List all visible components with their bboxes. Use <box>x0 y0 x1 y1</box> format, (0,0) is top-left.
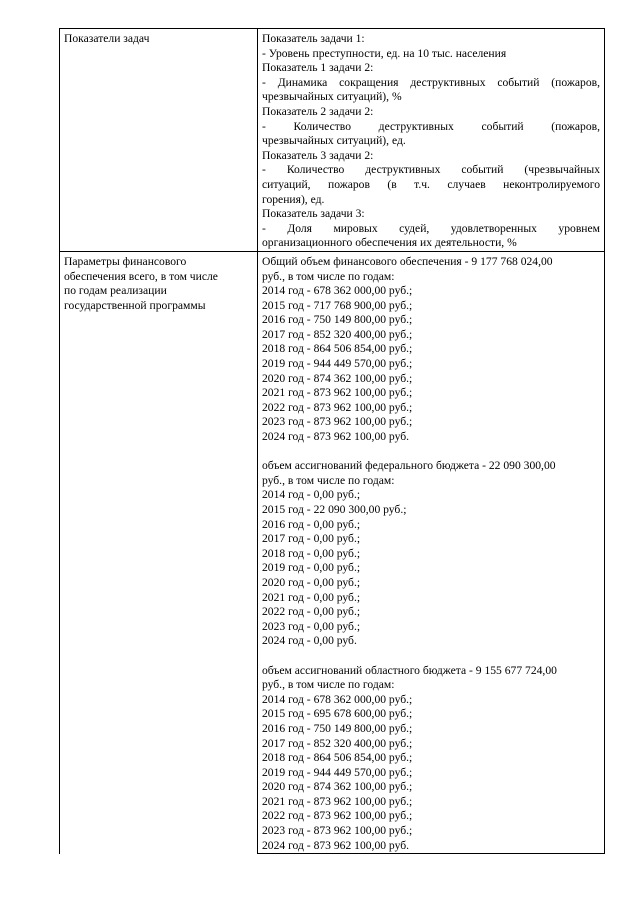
funding-year-line: 2020 год - 874 362 100,00 руб.; <box>262 780 413 794</box>
indicator-line: Показатель 3 задачи 2: <box>262 148 374 162</box>
funding-year-line: 2020 год - 874 362 100,00 руб.; <box>262 371 413 385</box>
indicator-line: Показатель 1 задачи 2: <box>262 61 374 75</box>
funding-year-line: 2024 год - 873 962 100,00 руб. <box>262 838 410 852</box>
funding-year-line: 2015 год - 717 768 900,00 руб.; <box>262 298 413 312</box>
funding-block-header: руб., в том числе по годам: <box>262 678 395 692</box>
funding-year-line: 2022 год - 0,00 руб.; <box>262 605 361 619</box>
funding-block-header: руб., в том числе по годам: <box>262 269 395 283</box>
funding-year-line: 2016 год - 750 149 800,00 руб.; <box>262 313 413 327</box>
task-indicators-label-cell <box>60 29 258 252</box>
funding-block-header: объем ассигнований областного бюджета - 9 155 677 724,00 <box>262 663 557 677</box>
indicator-line: ситуаций, пожаров (в т.ч. случаев неконтролируемого <box>262 177 600 191</box>
funding-year-line: 2019 год - 0,00 руб.; <box>262 561 361 575</box>
funding-year-line: 2018 год - 864 506 854,00 руб.; <box>262 751 413 765</box>
indicator-line: - Количество деструктивных событий (чрезвычайных <box>262 163 600 177</box>
funding-year-line: 2015 год - 695 678 600,00 руб.; <box>262 707 413 721</box>
financing-row <box>60 251 605 853</box>
financing-content-cell <box>258 251 605 853</box>
indicator-line: - Доля мировых судей, удовлетворенных уровнем <box>262 221 600 235</box>
funding-year-line: 2023 год - 873 962 100,00 руб.; <box>262 415 413 429</box>
funding-year-line: 2022 год - 873 962 100,00 руб.; <box>262 809 413 823</box>
indicator-line: - Количество деструктивных событий (пожаров, <box>262 119 600 133</box>
indicator-line: чрезвычайных ситуаций), % <box>262 90 402 104</box>
indicator-line: Показатель 2 задачи 2: <box>262 104 374 118</box>
funding-year-line: 2019 год - 944 449 570,00 руб.; <box>262 357 413 371</box>
task-indicators-label: Показатели задач <box>64 32 150 45</box>
indicator-line: - Динамика сокращения деструктивных событий (пожаров, <box>262 75 600 89</box>
financing-label-line: государственной программы <box>64 298 206 312</box>
indicator-line: - Уровень преступности, ед. на 10 тыс. населения <box>262 46 507 60</box>
funding-year-line: 2014 год - 678 362 000,00 руб.; <box>262 692 413 706</box>
funding-year-line: 2021 год - 873 962 100,00 руб.; <box>262 794 413 808</box>
funding-year-line: 2014 год - 678 362 000,00 руб.; <box>262 284 413 298</box>
indicator-line: Показатель задачи 1: <box>262 32 365 45</box>
indicator-line: чрезвычайных ситуаций), ед. <box>262 134 406 148</box>
funding-year-line: 2017 год - 852 320 400,00 руб.; <box>262 736 413 750</box>
funding-year-line: 2017 год - 0,00 руб.; <box>262 532 361 546</box>
funding-block-header: руб., в том числе по годам: <box>262 473 395 487</box>
program-passport-table <box>59 28 605 854</box>
financing-label-line: обеспечения всего, в том числе <box>64 269 218 283</box>
funding-year-line: 2023 год - 0,00 руб.; <box>262 619 361 633</box>
funding-year-line: 2024 год - 0,00 руб. <box>262 634 357 648</box>
indicator-line: горения), ед. <box>262 192 325 206</box>
funding-year-line: 2015 год - 22 090 300,00 руб.; <box>262 503 407 516</box>
indicator-line: организационного обеспечения их деятельности, % <box>262 236 517 250</box>
financing-label-cell <box>60 251 258 853</box>
funding-year-line: 2023 год - 873 962 100,00 руб.; <box>262 824 413 838</box>
funding-year-line: 2020 год - 0,00 руб.; <box>262 575 361 589</box>
financing-label-line: Параметры финансового <box>64 254 187 268</box>
indicator-line: Показатель задачи 3: <box>262 207 365 221</box>
funding-year-line: 2016 год - 750 149 800,00 руб.; <box>262 721 413 735</box>
task-indicators-content-cell <box>258 29 605 252</box>
funding-year-line: 2017 год - 852 320 400,00 руб.; <box>262 327 413 341</box>
funding-year-line: 2016 год - 0,00 руб.; <box>262 517 361 531</box>
funding-year-line: 2014 год - 0,00 руб.; <box>262 488 361 502</box>
funding-block-header: Общий объем финансового обеспечения - 9 177 768 024,00 <box>262 254 553 268</box>
block-spacer <box>262 445 600 460</box>
funding-year-line: 2022 год - 873 962 100,00 руб.; <box>262 400 413 414</box>
funding-year-line: 2021 год - 873 962 100,00 руб.; <box>262 386 413 400</box>
block-spacer <box>262 649 600 664</box>
funding-year-line: 2018 год - 864 506 854,00 руб.; <box>262 342 413 356</box>
financing-label-line: по годам реализации <box>64 284 167 298</box>
funding-year-line: 2024 год - 873 962 100,00 руб. <box>262 430 410 444</box>
funding-year-line: 2018 год - 0,00 руб.; <box>262 546 361 560</box>
funding-year-line: 2019 год - 944 449 570,00 руб.; <box>262 765 413 779</box>
task-indicators-row <box>60 29 605 252</box>
funding-block-header: объем ассигнований федерального бюджета - 22 090 300,00 <box>262 459 556 473</box>
funding-year-line: 2021 год - 0,00 руб.; <box>262 590 361 604</box>
